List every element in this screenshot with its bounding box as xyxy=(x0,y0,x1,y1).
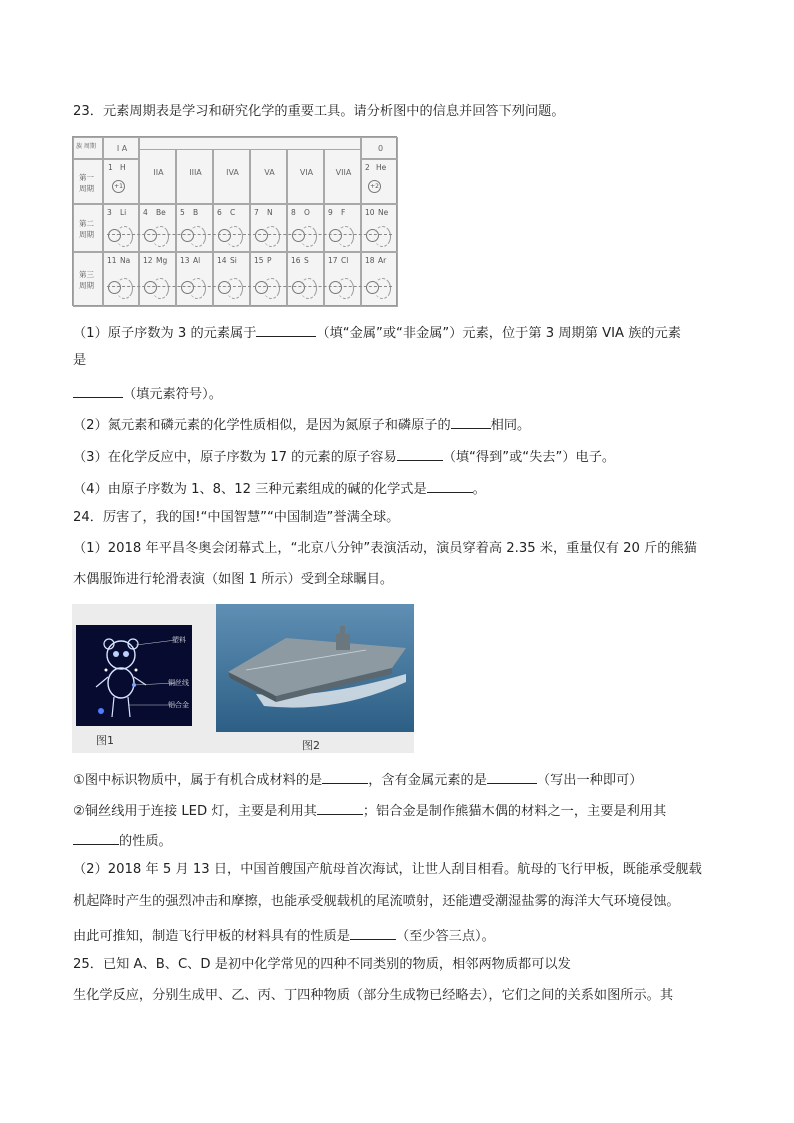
element-cell: 4 Be xyxy=(139,204,176,252)
period-label: 第二周期 xyxy=(79,219,94,239)
table-corner xyxy=(73,137,103,159)
table-corner-label: 族 周期 xyxy=(76,143,96,150)
answer-blank[interactable] xyxy=(256,322,316,337)
element-cell: 11 Na xyxy=(103,252,139,307)
atom-structure: +2 xyxy=(368,180,381,193)
q23-title: 23．元素周期表是学习和研究化学的重要工具。请分析图中的信息并回答下列问题。 xyxy=(73,104,565,119)
answer-blank[interactable] xyxy=(73,383,123,398)
answer-blank[interactable] xyxy=(317,800,363,815)
answer-blank[interactable] xyxy=(451,414,491,429)
element-cell: 9 F xyxy=(324,204,361,252)
element-cell: 5 B xyxy=(176,204,213,252)
q24-paragraph1-line2: 木偶服饰进行轮滑表演（如图 1 所示）受到全球瞩目。 xyxy=(73,572,394,587)
period-label: 第一周期 xyxy=(79,173,94,193)
element-cell: 17 Cl xyxy=(324,252,361,307)
fig2-caption: 图2 xyxy=(302,739,320,752)
element-cell: 13 Al xyxy=(176,252,213,307)
element-cell: 10 Ne xyxy=(361,204,398,252)
figure-panel xyxy=(72,604,414,753)
element-cell: 16 S xyxy=(287,252,324,307)
q24-paragraph2-line2: 机起降时产生的强烈冲击和摩擦，也能承受舰载机的尾流喷射，还能遭受潮湿盐雾的海洋大气环境侵蚀。 xyxy=(73,894,680,909)
answer-blank[interactable] xyxy=(322,769,368,784)
period-label: 第三周期 xyxy=(79,270,94,290)
fig1-caption: 图1 xyxy=(96,734,114,747)
element-cell: 2 He +2 xyxy=(361,159,398,204)
q25-line1: 25．已知 A、B、C、D 是初中化学常见的四种不同类别的物质，相邻两物质都可以发 xyxy=(73,957,571,972)
element-cell: 8 O xyxy=(287,204,324,252)
answer-blank[interactable] xyxy=(427,478,473,493)
answer-blank[interactable] xyxy=(397,446,443,461)
electron-line xyxy=(107,234,392,235)
fig1-label-alloy: 铝合金 xyxy=(168,701,189,709)
atom-structure: +1 xyxy=(112,180,125,193)
element-cell: 14 Si xyxy=(213,252,250,307)
element-cell: 18 Ar xyxy=(361,252,398,307)
element-cell: 6 C xyxy=(213,204,250,252)
q23-part3-line: （3）在化学反应中，原子序数为 17 的元素的原子容易 （填“得到”或“失去”）电子。 xyxy=(73,446,615,467)
aircraft-carrier-image xyxy=(216,604,414,732)
q23-part2-line: （2）氮元素和磷元素的化学性质相似，是因为氮原子和磷原子的 相同。 xyxy=(73,414,530,435)
answer-blank[interactable] xyxy=(487,769,537,784)
q24-sub2-line: ②铜丝线用于连接 LED 灯，主要是利用其 ；铝合金是制作熊猫木偶的材料之一，主要是利用其 xyxy=(73,800,666,821)
q24-title: 24．厉害了，我的国!“中国智慧”“中国制造”誉满全球。 xyxy=(73,510,400,525)
electron-line xyxy=(107,286,392,287)
element-cell: 3 Li xyxy=(103,204,139,252)
q24-sub1-line: ①图中标识物质中，属于有机合成材料的是 ，含有金属元素的是 （写出一种即可） xyxy=(73,769,642,790)
answer-blank[interactable] xyxy=(73,830,119,845)
q23-part1-line: （1）原子序数为 3 的元素属于 （填“金属”或“非金属”）元素，位于第 3 周期第 VIA 族的元素 xyxy=(73,322,681,343)
q23-part1-line-2: 是 xyxy=(73,353,87,368)
element-cell: 7 N xyxy=(250,204,287,252)
q23-part4-line: （4）由原子序数为 1、8、12 三种元素组成的碱的化学式是 。 xyxy=(73,478,486,499)
element-cell: 12 Mg xyxy=(139,252,176,307)
periodic-table: 族 周期 I A 0 第一周期 第二周期 第三周期 1 H +1 IIA IIIA IVA VA VIA VIIA 2 He +2 3 Li 4 Be 5 B 6 C 7 N 8 O 9 F 10 Ne 11 Na 12 Mg 13 Al 14 Si 15 P 16 S 17 Cl 18 Ar xyxy=(72,136,397,306)
group-label: I A xyxy=(116,144,128,153)
answer-blank[interactable] xyxy=(350,925,396,940)
fig1-label-copper: 铜丝线 xyxy=(168,679,189,687)
fig1-label-plastic: 塑料 xyxy=(172,636,186,644)
q24-paragraph1-line1: （1）2018 年平昌冬奥会闭幕式上，“北京八分钟”表演活动，演员穿着高 2.35 米，重量仅有 20 斤的熊猫 xyxy=(73,541,697,556)
q25-line2: 生化学反应，分别生成甲、乙、丙、丁四种物质（部分生成物已经略去），它们之间的关系如图所示。其 xyxy=(73,988,674,1003)
q24-paragraph2-line1: （2）2018 年 5 月 13 日，中国首艘国产航母首次海试，让世人刮目相看。航母的飞行甲板，既能承受舰载 xyxy=(73,862,702,877)
group-label: 0 xyxy=(377,144,384,153)
q24-paragraph2-line3: 由此可推知，制造飞行甲板的材料具有的性质是 （至少答三点）。 xyxy=(73,925,495,946)
panda-puppet-image xyxy=(76,625,192,726)
element-cell: 15 P xyxy=(250,252,287,307)
q23-part1-line-3: （填元素符号）。 xyxy=(73,383,222,404)
element-cell: 1 H +1 xyxy=(103,159,139,204)
q24-sub2-line-2: 的性质。 xyxy=(73,830,172,851)
